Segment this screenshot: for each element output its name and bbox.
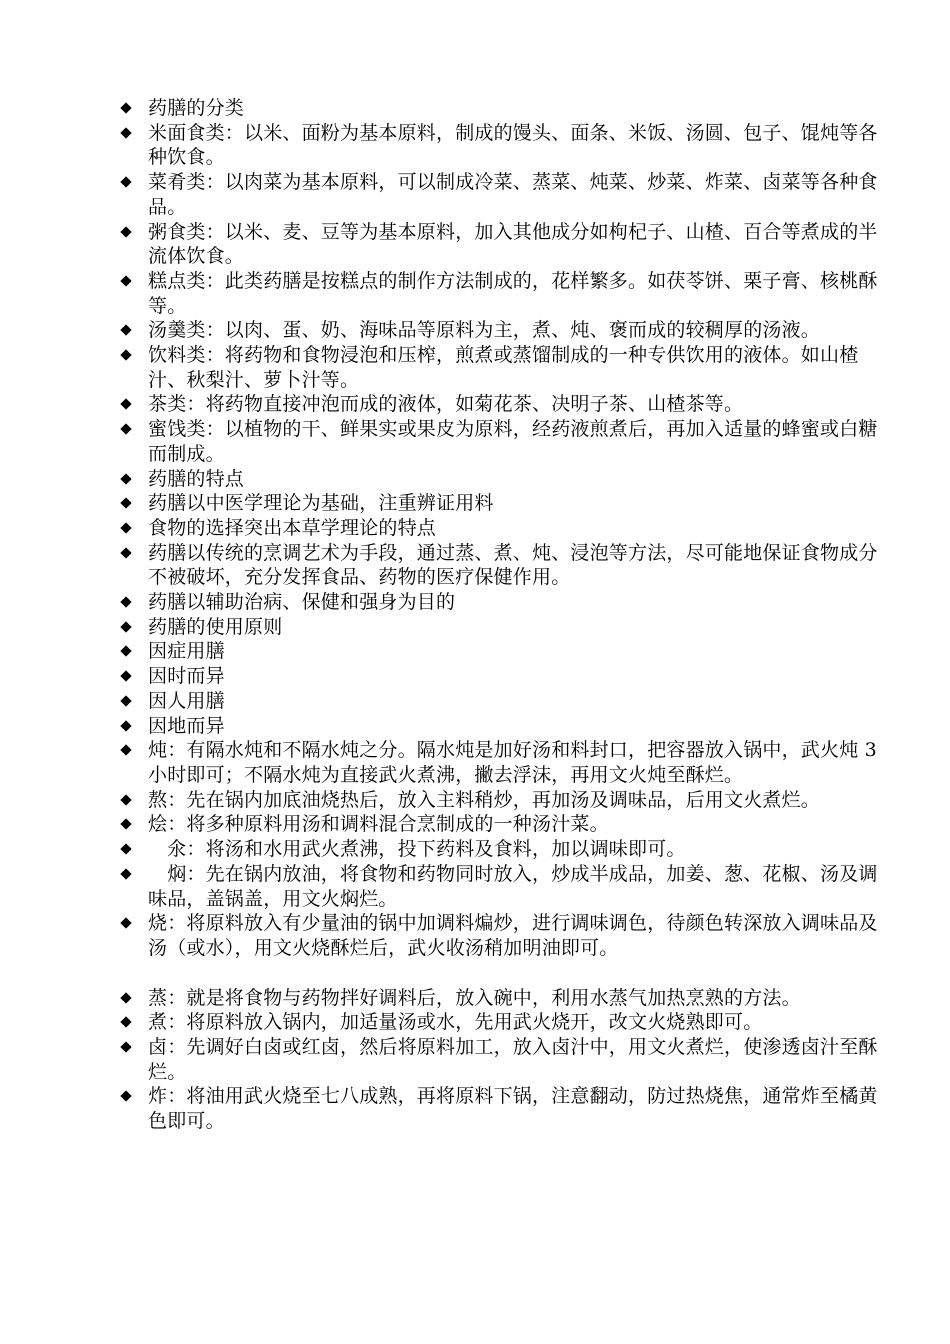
list-item-text: 饮料类：将药物和食物浸泡和压榨，煎煮或蒸馏制成的一种专供饮用的液体。如山楂汁、秋梨汁、萝卜汁等。 (148, 344, 859, 391)
diamond-bullet-icon (121, 227, 131, 237)
list-item (0, 664, 950, 689)
list-item (0, 269, 950, 318)
diamond-bullet-icon (121, 276, 131, 286)
diamond-bullet-icon (121, 424, 131, 434)
list-item-text: 烩：将多种原料用汤和调料混合烹制成的一种汤汁菜。 (148, 813, 609, 836)
list-item (0, 1010, 950, 1035)
list-item (0, 862, 950, 911)
list-item-text: 糕点类：此类药膳是按糕点的制作方法制成的，花样繁多。如茯苓饼、栗子膏、核桃酥等。 (148, 269, 878, 317)
list-item (0, 392, 950, 417)
list-item-text: 炸：将油用武火烧至七八成熟，再将原料下锅，注意翻动，防过热烧焦，通常炸至橘黄色即可。 (148, 1085, 878, 1133)
list-item-text: 米面食类：以米、面粉为基本原料，制成的馒头、面条、米饭、汤圆、包子、馄炖等各种饮食。 (148, 121, 878, 169)
diamond-bullet-icon (121, 918, 131, 928)
list-item-text: 食物的选择突出本草学理论的特点 (148, 516, 437, 539)
list-item (0, 491, 950, 516)
list-item (0, 220, 950, 269)
diamond-bullet-icon (121, 993, 131, 1003)
document-page (0, 96, 950, 1134)
list-item (0, 590, 950, 615)
list-item (0, 911, 950, 960)
diamond-bullet-icon (121, 523, 131, 533)
list-item-text: 烧：将原料放入有少量油的锅中加调料煸炒，进行调味调色，待颜色转深放入调味品及汤（或水），用文火烧酥烂后，武火收汤稍加明油即可。 (148, 912, 878, 959)
diamond-bullet-icon (121, 696, 131, 706)
diamond-bullet-icon (121, 399, 131, 409)
list-item-text: 蒸：就是将食物与药物拌好调料后，放入碗中，利用水蒸气加热烹熟的方法。 (148, 986, 801, 1009)
diamond-bullet-icon (121, 103, 131, 113)
list-item-text: 煮：将原料放入锅内，加适量汤或水，先用武火烧开，改文火烧熟即可。 (148, 1011, 763, 1034)
list-item (0, 516, 950, 541)
list-item-text: 药膳的分类 (148, 97, 245, 119)
list-item-text: 卤：先调好白卤或红卤，然后将原料加工，放入卤汁中，用文火煮烂，使渗透卤汁至酥烂。 (148, 1036, 878, 1083)
list-item (0, 615, 950, 640)
diamond-bullet-icon (121, 597, 131, 607)
diamond-bullet-icon (121, 869, 131, 879)
diamond-bullet-icon (121, 1042, 131, 1052)
list-item-text: 氽：将汤和水用武火煮沸，投下药料及食料，加以调味即可。 (148, 838, 686, 861)
list-item-text: 因地而异 (148, 714, 225, 737)
list-item (0, 812, 950, 837)
list-item (0, 986, 950, 1011)
list-item (0, 788, 950, 813)
list-item-text: 因人用膳 (148, 689, 225, 712)
diamond-bullet-icon (121, 721, 131, 731)
diamond-bullet-icon (121, 498, 131, 508)
diamond-bullet-icon (121, 1017, 131, 1027)
diamond-bullet-icon (121, 1091, 131, 1101)
diamond-bullet-icon (121, 548, 131, 558)
list-item (0, 837, 950, 862)
list-item-text: 菜肴类：以肉菜为基本原料，可以制成冷菜、蒸菜、炖菜、炒菜、炸菜、卤菜等各种食品。 (148, 171, 878, 218)
bullet-list (0, 96, 950, 1134)
list-item (0, 96, 950, 121)
list-item (0, 689, 950, 714)
list-item-text: 药膳以传统的烹调艺术为手段，通过蒸、煮、炖、浸泡等方法，尽可能地保证食物成分不被破坏，充分发挥食品、药物的医疗保健作用。 (148, 541, 878, 589)
diamond-bullet-icon (121, 745, 131, 755)
diamond-bullet-icon (121, 844, 131, 854)
list-item-text: 汤羹类：以肉、蛋、奶、海味品等原料为主，煮、炖、褒而成的较稠厚的汤液。 (148, 319, 821, 342)
diamond-bullet-icon (121, 350, 131, 360)
list-item-text: 药膳以中医学理论为基础，注重辨证用料 (148, 492, 494, 515)
list-item (0, 714, 950, 739)
list-item-text: 药膳以辅助治病、保健和强身为目的 (148, 591, 456, 614)
list-item-text: 因症用膳 (148, 640, 225, 663)
diamond-bullet-icon (121, 795, 131, 805)
diamond-bullet-icon (121, 177, 131, 187)
diamond-bullet-icon (121, 671, 131, 681)
diamond-bullet-icon (121, 622, 131, 632)
list-item-text: 药膳的特点 (148, 467, 245, 490)
diamond-bullet-icon (121, 325, 131, 335)
diamond-bullet-icon (121, 646, 131, 656)
list-item (0, 170, 950, 219)
diamond-bullet-icon (121, 819, 131, 829)
list-item (0, 121, 950, 170)
diamond-bullet-icon (121, 474, 131, 484)
list-item (0, 738, 950, 787)
list-item (0, 318, 950, 343)
list-item-text: 因时而异 (148, 665, 225, 688)
list-item (0, 541, 950, 590)
list-item (0, 1084, 950, 1133)
list-item-text: 熬：先在锅内加底油烧热后，放入主料稍炒，再加汤及调味品，后用文火煮烂。 (148, 788, 821, 811)
list-item-text: 药膳的使用原则 (148, 615, 283, 638)
list-item (0, 639, 950, 664)
list-item (0, 417, 950, 466)
list-item-text: 炖：有隔水炖和不隔水炖之分。隔水炖是加好汤和料封口，把容器放入锅中，武火炖 3 小时即可；不隔水炖为直接武火煮沸，撇去浮沫，再用文火炖至酥烂。 (148, 739, 877, 786)
list-item-text: 茶类：将药物直接冲泡而成的液体，如菊花茶、决明子茶、山楂茶等。 (148, 393, 744, 416)
diamond-bullet-icon (121, 128, 131, 138)
list-item-text: 粥食类：以米、麦、豆等为基本原料，加入其他成分如枸杞子、山楂、百合等煮成的半流体饮食。 (148, 220, 878, 268)
list-item-text: 蜜饯类：以植物的干、鲜果实或果皮为原料，经药液煎煮后，再加入适量的蜂蜜或白糖而制成。 (148, 418, 878, 465)
list-item (0, 343, 950, 392)
list-item (0, 1035, 950, 1084)
list-item (0, 467, 950, 492)
list-item-text: 焖：先在锅内放油，将食物和药物同时放入，炒成半成品，加姜、葱、花椒、汤及调味品，盖锅盖，用文火焖烂。 (148, 862, 878, 910)
